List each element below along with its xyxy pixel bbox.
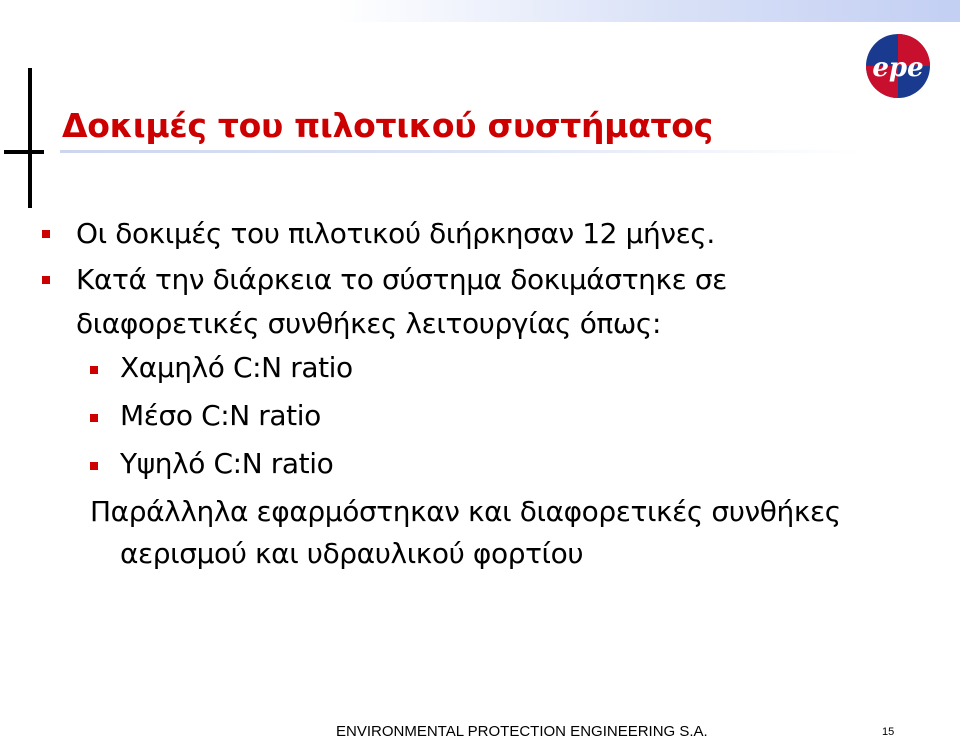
title-underline [60, 150, 860, 153]
paragraph-line1: Παράλληλα εφαρμόστηκαν και διαφορετικές συνθήκες [90, 495, 841, 528]
sub-bullet-marker [90, 462, 98, 470]
bullet-text-line1: Κατά την διάρκεια το σύστημα δοκιμάστηκε σε [76, 263, 727, 296]
bullet-text-line2: διαφορετικές συνθήκες λειτουργίας όπως: [76, 307, 661, 340]
paragraph-line2: αερισμού και υδραυλικού φορτίου [120, 537, 584, 570]
logo-text: epe [872, 53, 924, 83]
epe-logo [864, 32, 932, 100]
decorative-horizontal-line [4, 150, 44, 154]
bullet-marker [42, 230, 50, 238]
slide-title: Δοκιμές του πιλοτικού συστήματος [62, 106, 713, 145]
bullet-marker [42, 276, 50, 284]
page-number: 15 [882, 726, 895, 738]
bullet-text: Οι δοκιμές του πιλοτικού διήρκησαν 12 μήνες. [76, 217, 715, 250]
sub-bullet-text: Υψηλό C:N ratio [120, 447, 334, 480]
sub-bullet-text: Μέσο C:N ratio [120, 399, 321, 432]
sub-bullet-text: Χαμηλό C:N ratio [120, 351, 353, 384]
sub-bullet-marker [90, 366, 98, 374]
footer-company: ENVIRONMENTAL PROTECTION ENGINEERING S.A. [336, 723, 708, 740]
header-gradient-band [0, 0, 960, 22]
decorative-vertical-line [28, 68, 32, 208]
sub-bullet-marker [90, 414, 98, 422]
